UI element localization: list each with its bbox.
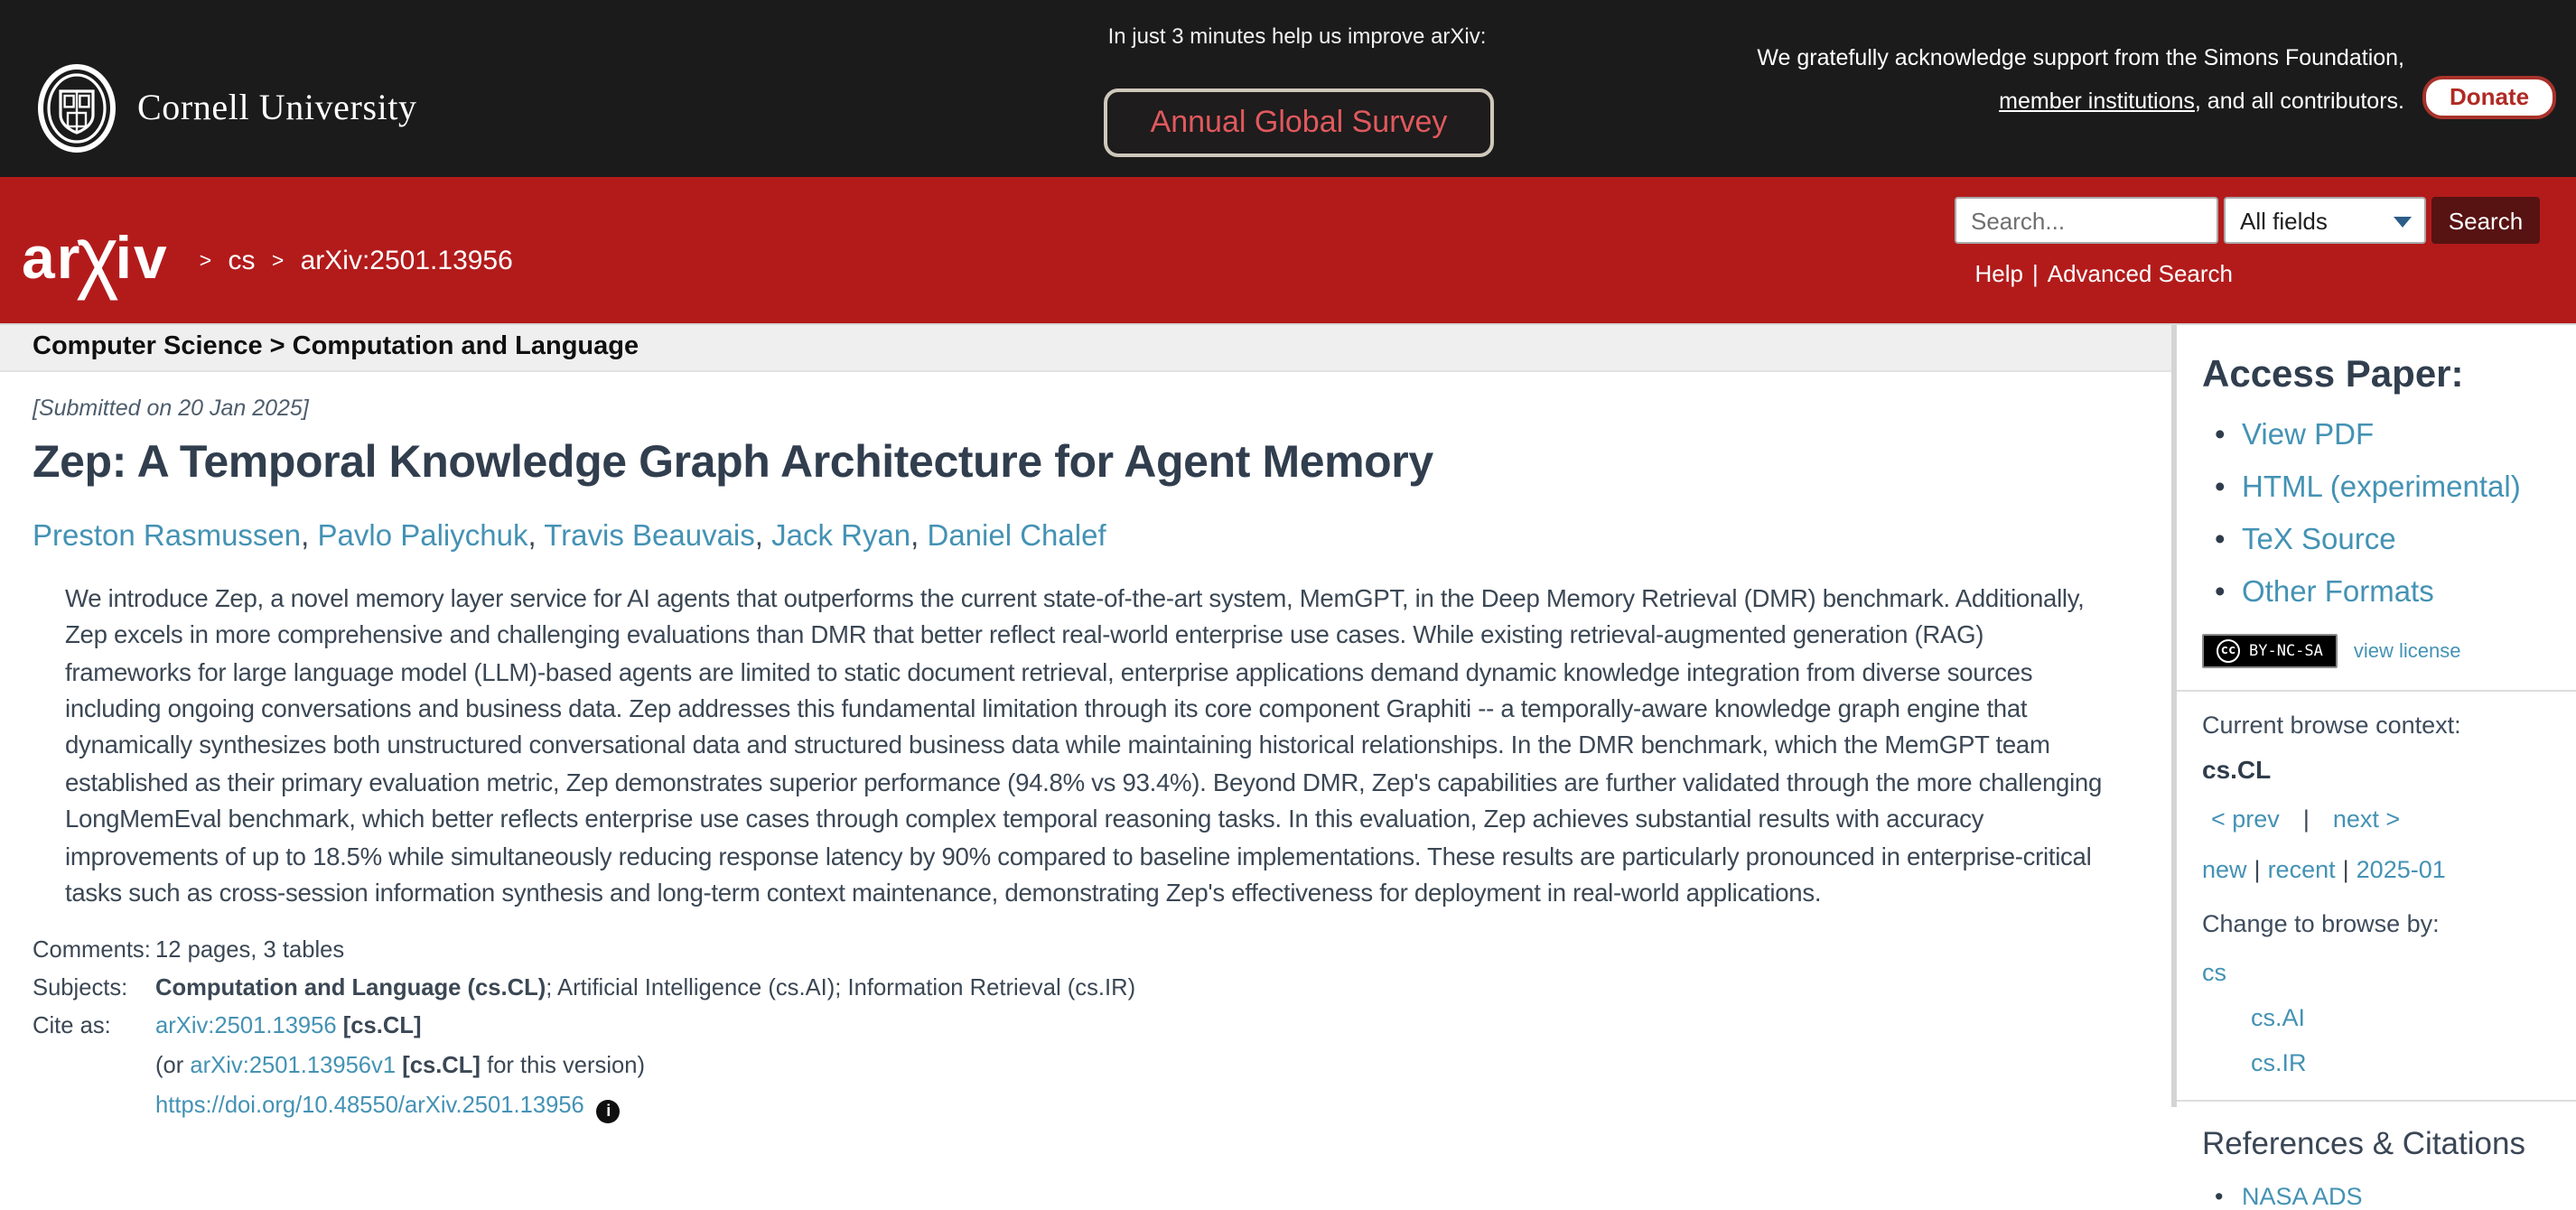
access-paper-link[interactable]: • View PDF	[2215, 419, 2551, 453]
breadcrumb-paper-id[interactable]: arXiv:2501.13956	[300, 246, 513, 276]
listing-link[interactable]: 2025-01	[2356, 856, 2446, 883]
next-link[interactable]: next >	[2332, 805, 2401, 833]
author-link[interactable]: Pavlo Paliychuk	[317, 519, 528, 553]
separator: |	[2031, 260, 2039, 287]
cite-line	[155, 1012, 2139, 1039]
subjects-row	[33, 974, 2139, 1001]
references-citations-section	[2177, 1102, 2576, 1210]
help-link[interactable]: Help	[1974, 260, 2023, 287]
sidebar	[2171, 325, 2576, 1210]
browse-context-label: Current browse context:	[2202, 712, 2461, 739]
arxiv-chi-glyph: χ	[76, 209, 121, 301]
survey-prompt: In just 3 minutes help us improve arXiv:	[1107, 23, 1487, 49]
subjects-label: Subjects:	[33, 973, 128, 1001]
references-citations-title: References & Citations	[2202, 1125, 2525, 1161]
arxiv-version-link[interactable]: arXiv:2501.13956v1	[190, 1051, 397, 1079]
prev-link[interactable]: < prev	[2211, 805, 2280, 833]
version-prefix: (or	[155, 1051, 191, 1079]
subject-breadcrumb: Computer Science > Computation and Language	[0, 325, 2171, 372]
arxiv-logo-text-end: iv	[115, 223, 169, 290]
access-paper-link[interactable]: • Other Formats	[2215, 576, 2551, 610]
help-links	[1974, 260, 2233, 287]
comments-row	[33, 936, 2139, 963]
browse-context-section	[2177, 690, 2576, 1102]
separator: |	[2342, 856, 2349, 883]
separator: ,	[910, 519, 928, 553]
doi-link[interactable]: https://doi.org/10.48550/arXiv.2501.13956	[155, 1091, 584, 1119]
breadcrumb-separator: >	[271, 251, 285, 273]
acknowledgement-text	[1757, 36, 2404, 123]
ack-line-start: We gratefully acknowledge support from the Simons Foundation,	[1757, 45, 2404, 70]
search-input[interactable]	[1955, 197, 2218, 244]
advanced-search-link[interactable]: Advanced Search	[2047, 260, 2233, 287]
separator: ,	[301, 519, 318, 553]
version-class: [cs.CL]	[396, 1051, 481, 1079]
arxiv-logo-text: ar	[22, 223, 82, 290]
annual-global-survey-button[interactable]: Annual Global Survey	[1104, 88, 1494, 157]
browse-context-value: cs.CL	[2202, 755, 2272, 784]
arxiv-header	[0, 177, 2576, 323]
top-banner	[0, 0, 2576, 177]
search-bar	[1955, 197, 2540, 244]
access-paper-link[interactable]: • TeX Source	[2215, 524, 2551, 558]
comments-value: 12 pages, 3 tables	[155, 935, 345, 963]
separator: |	[2254, 856, 2261, 883]
author-link[interactable]: Daniel Chalef	[927, 519, 1106, 553]
references-links	[2202, 1183, 2551, 1210]
access-paper-section	[2177, 325, 2576, 668]
search-button[interactable]: Search	[2431, 197, 2540, 244]
separator: ,	[754, 519, 772, 553]
cc-icon: cc	[2217, 639, 2240, 663]
cc-badge-text: BY-NC-SA	[2249, 642, 2323, 660]
info-icon[interactable]: i	[597, 1101, 621, 1124]
page-body	[0, 323, 2576, 1210]
browse-by-cs-link[interactable]: cs	[2202, 959, 2226, 986]
brand-breadcrumb	[22, 177, 513, 323]
ack-line-end: , and all contributors.	[2194, 88, 2404, 114]
author-link[interactable]: Preston Rasmussen	[33, 519, 302, 553]
author-link[interactable]: Jack Ryan	[771, 519, 911, 553]
breadcrumb-separator: >	[199, 251, 212, 273]
browse-by-csir-link[interactable]: cs.IR	[2251, 1049, 2307, 1076]
abstract-content	[0, 396, 2171, 1137]
separator: ,	[527, 519, 545, 553]
subjects-value	[155, 974, 2139, 1001]
reference-link[interactable]: • NASA ADS	[2215, 1183, 2551, 1210]
separator: |	[2302, 805, 2310, 833]
listing-nav-links	[2202, 856, 2551, 883]
arxiv-logo[interactable]	[22, 203, 169, 301]
cc-license-badge[interactable]	[2202, 634, 2338, 668]
paper-title: Zep: A Temporal Knowledge Graph Architecture for Agent Memory	[33, 437, 1433, 488]
prev-next-nav	[2202, 805, 2551, 833]
comments-label: Comments:	[33, 935, 151, 963]
listing-link[interactable]: new	[2202, 856, 2247, 883]
version-suffix: for this version)	[480, 1051, 646, 1079]
arxiv-id-link[interactable]: arXiv:2501.13956	[155, 1011, 337, 1039]
license-row	[2202, 634, 2551, 668]
cite-as-value	[155, 1012, 2139, 1137]
author-link[interactable]: Travis Beauvais	[544, 519, 755, 553]
authors-list	[33, 520, 2139, 554]
listing-link[interactable]: recent	[2267, 856, 2336, 883]
cite-as-row	[33, 1012, 2139, 1137]
doi-line	[155, 1092, 2139, 1124]
submission-date: [Submitted on 20 Jan 2025]	[33, 396, 309, 421]
chevron-down-icon	[2394, 217, 2412, 228]
abstract-text: We introduce Zep, a novel memory layer service for AI agents that outperforms the current state-of-the-art system, MemGPT, in the Deep Memory Retrieval (DMR) benchmark. Additionally, Zep excels in more comprehensive and challenging evaluations than DMR that better reflect real-world enterprise use cases. While existing retrieval-augmented generation (RAG) frameworks for large language model (LLM)-based agents are limited to static document retrieval, enterprise applications demand dynamic knowledge integration from diverse sources including ongoing conversations and business data. Zep addresses this fundamental limitation through its core component Graphiti -- a temporally-aware knowledge graph engine that dynamically synthesizes both unstructured conversational data and structured business data while maintaining historical relationships. In the DMR benchmark, which the MemGPT team established as their primary evaluation metric, Zep demonstrates superior performance (94.8% vs 93.4%). Beyond DMR, Zep's capabilities are further validated through the more challenging LongMemEval benchmark, which better reflects enterprise use cases through complex temporal reasoning tasks. In this evaluation, Zep achieves substantial results with accuracy improvements of up to 18.5% while simultaneously reducing response latency by 90% compared to baseline implementations. These results are particularly pronounced in enterprise-critical tasks such as cross-session information synthesis and long-term context maintenance, demonstrating Zep's effectiveness for deployment in real-world applications.	[65, 584, 2102, 907]
cornell-university-logo[interactable]	[36, 63, 417, 154]
access-paper-link[interactable]: • HTML (experimental)	[2215, 471, 2551, 506]
breadcrumb-cs-link[interactable]: cs	[228, 246, 256, 276]
breadcrumb	[191, 246, 513, 276]
access-paper-title: Access Paper:	[2202, 354, 2464, 396]
primary-subject: Computation and Language (cs.CL)	[155, 973, 546, 1001]
donate-button[interactable]: Donate	[2422, 76, 2556, 119]
main-column	[0, 325, 2171, 1121]
member-institutions-link[interactable]: member institutions	[1999, 88, 2195, 114]
access-paper-links	[2202, 419, 2551, 610]
secondary-subjects: ; Artificial Intelligence (cs.AI); Information Retrieval (cs.IR)	[546, 973, 1136, 1001]
browse-by-csai-link[interactable]: cs.AI	[2251, 1004, 2306, 1031]
change-browse-label: Change to browse by:	[2202, 910, 2440, 937]
cornell-seal-icon	[36, 63, 117, 154]
cornell-wordmark: Cornell University	[137, 88, 417, 127]
view-license-link[interactable]: view license	[2353, 640, 2461, 662]
version-line	[155, 1052, 2139, 1079]
field-selector[interactable]	[2224, 197, 2426, 244]
cite-as-label: Cite as:	[33, 1011, 111, 1039]
field-selector-value: All fields	[2240, 207, 2328, 234]
cite-class: [cs.CL]	[336, 1011, 422, 1039]
